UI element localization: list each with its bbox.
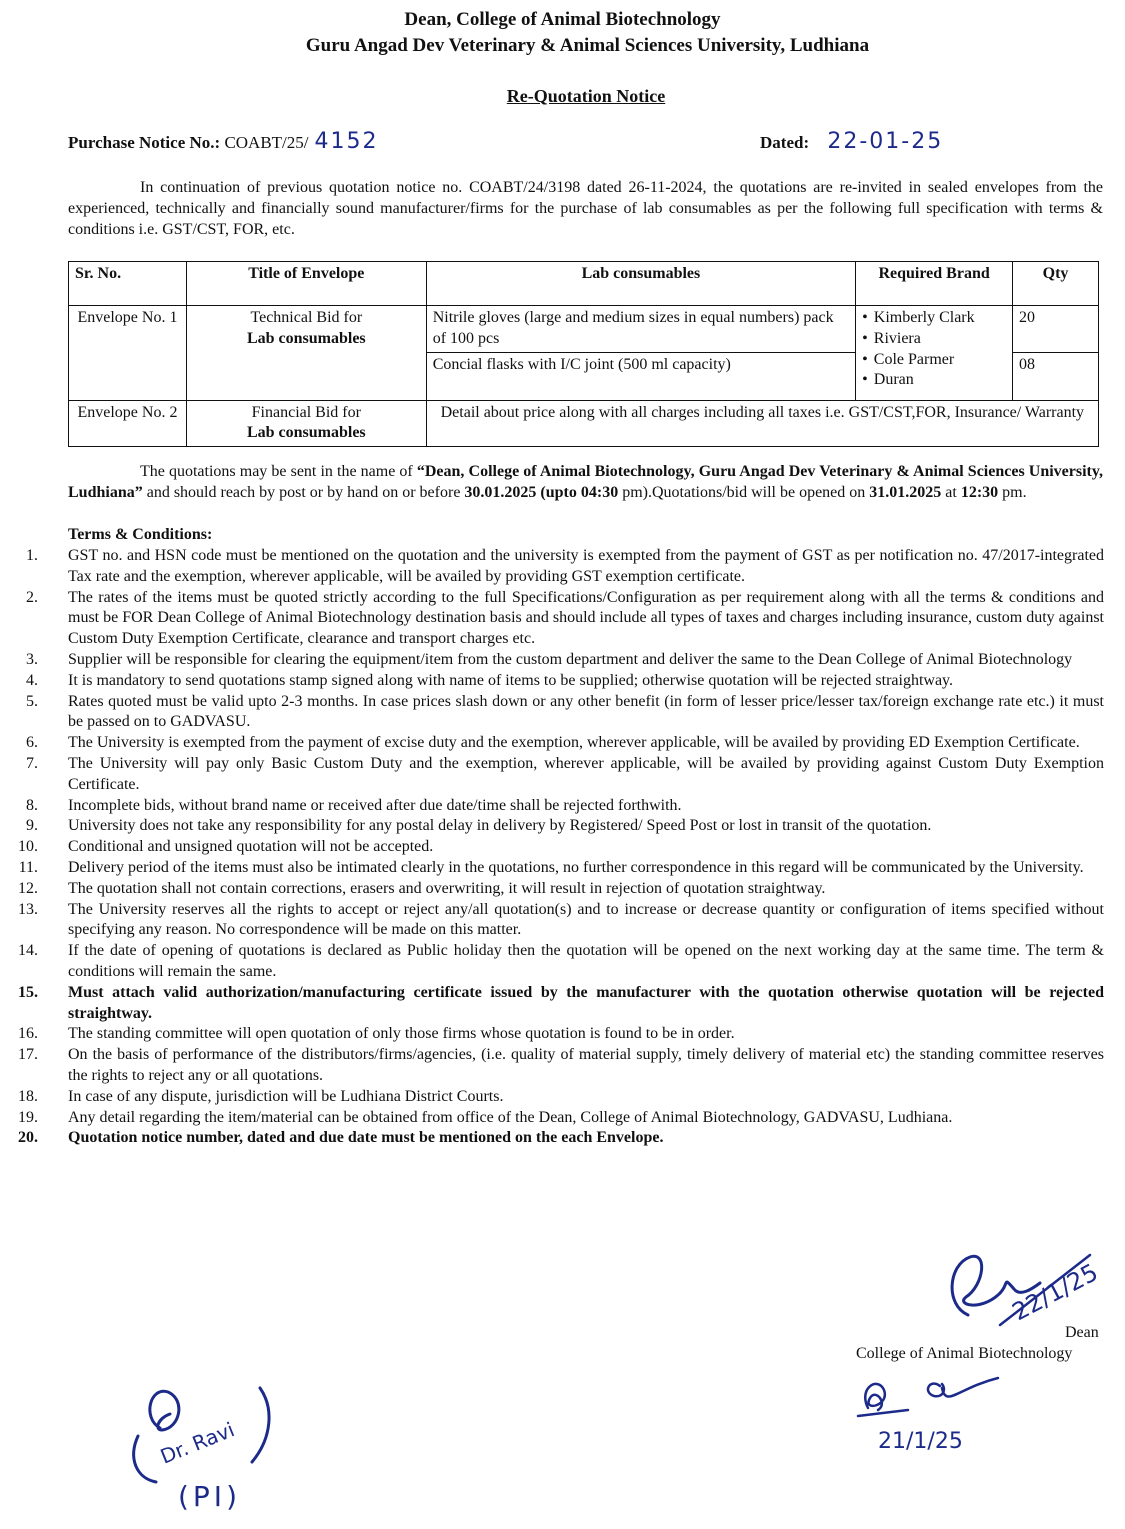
term-number: 20. bbox=[18, 1129, 38, 1147]
brand-item: • Riviera bbox=[862, 329, 1006, 350]
table-header-row bbox=[69, 262, 1099, 306]
submission-opening-time: 12:30 bbox=[960, 483, 999, 501]
item-conical-flasks: Concial flasks with I/C joint (500 ml capacity) bbox=[426, 352, 855, 400]
term-text: Delivery period of the items must also be intimated clearly in the quotations, no further correspondence in this regard will be communicated by the University. bbox=[68, 858, 1084, 876]
university-name: Guru Angad Dev Veterinary & Animal Sciences University, Ludhiana bbox=[305, 35, 870, 56]
term-item bbox=[0, 941, 1104, 983]
term-text: Must attach valid authorization/manufacturing certificate issued by the manufacturer with the quotation otherwise quotation will be rejected straightway. bbox=[68, 983, 1104, 1022]
envelope-2-title-line1: Financial Bid for bbox=[251, 403, 361, 421]
term-number: 4. bbox=[26, 671, 38, 689]
term-text: GST no. and HSN code must be mentioned on the quotation and the university is exempted from the payment of GST as per notification no. 47/2017-integrated Tax rate and the exemption, wherever applicable, will be availed by providing GST exemption certificate. bbox=[68, 547, 1104, 585]
term-number: 17. bbox=[18, 1046, 38, 1064]
term-item bbox=[0, 671, 1104, 692]
second-signature-scribble bbox=[848, 1368, 1008, 1458]
term-number: 2. bbox=[26, 588, 38, 606]
dean-signature-scribble bbox=[940, 1245, 1110, 1335]
envelope-1-title-line1: Technical Bid for bbox=[250, 309, 363, 326]
term-item bbox=[0, 1128, 1104, 1149]
term-number: 12. bbox=[18, 879, 38, 897]
intro-paragraph bbox=[68, 178, 1103, 240]
terms-list bbox=[0, 546, 1125, 1149]
envelope-1-title bbox=[186, 306, 426, 401]
pi-role: (PI) bbox=[178, 1480, 241, 1513]
dean-title: Dean bbox=[1065, 1324, 1099, 1341]
term-item bbox=[0, 983, 1104, 1025]
term-item bbox=[0, 650, 1104, 671]
term-text: It is mandatory to send quotations stamp signed along with name of items to be supplied; otherwise quotation will be rejected straightway. bbox=[68, 671, 954, 689]
table-row bbox=[69, 400, 1099, 447]
header-lab-consumables: Lab consumables bbox=[426, 262, 855, 306]
term-text: Rates quoted must be valid upto 2-3 months. In case prices slash down or any other benefit (in form of lesser price/lesser tax/foreign exchange rate etc.) it must be passed on to GADVASU. bbox=[68, 692, 1104, 731]
term-text: Incomplete bids, without brand name or received after due date/time shall be rejected forthwith. bbox=[68, 796, 682, 814]
envelope-2-detail: Detail about price along with all charges including all taxes i.e. GST/CST,FOR, Insurance/ Warranty bbox=[426, 400, 1098, 447]
term-item bbox=[0, 858, 1104, 879]
dean-college: College of Animal Biotechnology bbox=[856, 1345, 1073, 1362]
submission-paragraph bbox=[68, 462, 1103, 504]
term-text: The University reserves all the rights to accept or reject any/all quotation(s) and to increase or decrease quantity or configuration of items specified without specifying any reason. No correspondence will be made on this matter. bbox=[68, 900, 1104, 939]
notice-title: Re-Quotation Notice bbox=[506, 86, 666, 106]
submission-text-2: and should reach by post or by hand on or before bbox=[142, 483, 465, 501]
term-item bbox=[0, 816, 1104, 837]
term-text: In case of any dispute, jurisdiction will be Ludhiana District Courts. bbox=[68, 1087, 504, 1105]
term-text: The quotation shall not contain corrections, erasers and overwriting, it will result in rejection of quotation straightway. bbox=[68, 879, 826, 897]
term-text: If the date of opening of quotations is declared as Public holiday then the quotation will be opened on the next working day at the same time. The term & conditions will remain the same. bbox=[68, 942, 1104, 980]
pi-name: Dr. Ravi bbox=[156, 1417, 238, 1469]
submission-text-5: pm. bbox=[998, 483, 1027, 501]
term-item bbox=[0, 754, 1104, 796]
term-number: 6. bbox=[26, 734, 38, 752]
qty-conical-flasks: 08 bbox=[1013, 352, 1099, 400]
term-number: 11. bbox=[18, 858, 38, 876]
term-text: Conditional and unsigned quotation will not be accepted. bbox=[68, 838, 434, 856]
term-text: The University will pay only Basic Custom Duty and the exemption, wherever applicable, will be availed by providing against Custom Duty Exemption Certificate. bbox=[68, 754, 1104, 793]
intro-text: In continuation of previous quotation notice no. COABT/24/3198 dated 26-11-2024, the quotations are re-invited in sealed envelopes from the experienced, technically and financially sound manufacturer/firms for the purchase of lab consumables as per the following full specification with terms & conditions i.e. GST/CST, FOR, etc. bbox=[68, 179, 1103, 238]
required-brand-list bbox=[856, 306, 1013, 401]
term-number: 1. bbox=[26, 547, 38, 564]
second-signature-date: 21/1/25 bbox=[878, 1429, 963, 1454]
submission-opening-date: 31.01.2025 bbox=[869, 483, 942, 501]
term-item bbox=[0, 1087, 1104, 1108]
submission-due-date: 30.01.2025 (upto 04:30 bbox=[464, 483, 619, 501]
term-text: The rates of the items must be quoted strictly according to the full Specifications/Configuration as per requirement along with all the terms & conditions and must be FOR Dean College of Animal Biotechnology destination basis and should include all types of taxes and charges including insurance, custom duty against Custom Duty Exemption Certificate, clearance and transport charges etc. bbox=[68, 588, 1104, 648]
envelope-1-title-line2: Lab consumables bbox=[246, 329, 366, 347]
term-text: On the basis of performance of the distributors/firms/agencies, (i.e. quality of material supply, timely delivery of material etc) the standing committee reserves the rights to reject any or all quotations. bbox=[68, 1046, 1104, 1084]
purchase-notice-handwritten-number: 4152 bbox=[314, 129, 379, 154]
term-item bbox=[0, 1045, 1104, 1087]
qty-nitrile-gloves: 20 bbox=[1013, 306, 1099, 353]
header-required-brand: Required Brand bbox=[856, 262, 1013, 306]
term-text: Supplier will be responsible for clearing the equipment/item from the custom department and deliver the same to the Dean College of Animal Biotechnology bbox=[68, 650, 1073, 668]
submission-addressee: “Dean, College of Animal Biotechnology, Guru Angad Dev Veterinary & Animal Sciences University, Ludhiana” bbox=[68, 463, 1103, 501]
term-item bbox=[0, 1108, 1104, 1129]
envelope-2-title-line2: Lab consumables bbox=[246, 424, 366, 442]
term-text: Any detail regarding the item/material can be obtained from office of the Dean, College of Animal Biotechnology, GADVASU, Ludhiana. bbox=[68, 1108, 953, 1126]
terms-heading: Terms & Conditions: bbox=[68, 526, 213, 543]
envelope-2-sr: Envelope No. 2 bbox=[69, 400, 187, 447]
term-text: Quotation notice number, dated and due date must be mentioned on the each Envelope. bbox=[68, 1129, 664, 1147]
term-number: 9. bbox=[26, 817, 38, 835]
header-title-envelope: Title of Envelope bbox=[186, 262, 426, 306]
pi-signature bbox=[120, 1378, 310, 1525]
term-number: 7. bbox=[26, 754, 38, 772]
term-item bbox=[0, 546, 1104, 588]
term-number: 8. bbox=[26, 796, 38, 814]
purchase-notice-number bbox=[68, 129, 379, 154]
term-text: The standing committee will open quotation of only those firms whose quotation is found to be in order. bbox=[68, 1025, 735, 1043]
university-dean-line: Dean, College of Animal Biotechnology bbox=[404, 9, 721, 30]
envelope-table bbox=[68, 261, 1099, 447]
term-text: The University is exempted from the payment of excise duty and the exemption, wherever applicable, will be availed by providing ED Exemption Certificate. bbox=[68, 734, 1080, 752]
term-item bbox=[0, 900, 1104, 942]
brand-item: • Duran bbox=[862, 370, 1006, 391]
term-item bbox=[0, 1024, 1104, 1045]
term-number: 3. bbox=[26, 650, 38, 668]
term-number: 5. bbox=[26, 692, 38, 710]
term-number: 16. bbox=[18, 1025, 38, 1043]
term-item bbox=[0, 588, 1104, 650]
purchase-notice-label: Purchase Notice No.: bbox=[68, 133, 221, 152]
term-number: 14. bbox=[18, 942, 38, 960]
term-number: 10. bbox=[18, 838, 38, 856]
dean-signature-date: 22/1/25 bbox=[1007, 1258, 1103, 1327]
header-qty: Qty bbox=[1013, 262, 1099, 306]
pi-signature-scribble bbox=[120, 1378, 310, 1518]
submission-text-1: The quotations may be sent in the name of bbox=[140, 463, 417, 480]
envelope-2-title bbox=[186, 400, 426, 447]
term-item bbox=[0, 733, 1104, 754]
dated-label: Dated: bbox=[760, 133, 810, 152]
second-signature bbox=[848, 1368, 1008, 1465]
term-number: 13. bbox=[18, 900, 38, 918]
submission-text-3: pm).Quotations/bid will be opened on bbox=[618, 483, 870, 501]
term-item bbox=[0, 692, 1104, 734]
term-number: 15. bbox=[18, 983, 38, 1001]
submission-text-4: at bbox=[941, 483, 961, 501]
item-nitrile-gloves: Nitrile gloves (large and medium sizes in equal numbers) pack of 100 pcs bbox=[426, 306, 855, 353]
dated-handwritten: 22-01-25 bbox=[827, 129, 944, 154]
term-item bbox=[0, 796, 1104, 817]
notice-date bbox=[760, 129, 944, 154]
term-number: 18. bbox=[18, 1087, 38, 1105]
header-sr-no: Sr. No. bbox=[69, 262, 187, 306]
purchase-notice-prefix: COABT/25/ bbox=[224, 133, 309, 152]
term-item bbox=[0, 837, 1104, 858]
term-item bbox=[0, 879, 1104, 900]
term-text: University does not take any responsibility for any postal delay in delivery by Registered/ Speed Post or lost in transit of the quotation. bbox=[68, 817, 932, 835]
envelope-1-sr: Envelope No. 1 bbox=[69, 306, 187, 401]
term-number: 19. bbox=[18, 1108, 38, 1126]
table-row bbox=[69, 306, 1099, 353]
brand-item: • Kimberly Clark bbox=[862, 308, 1006, 329]
brand-item: • Cole Parmer bbox=[862, 350, 1006, 371]
